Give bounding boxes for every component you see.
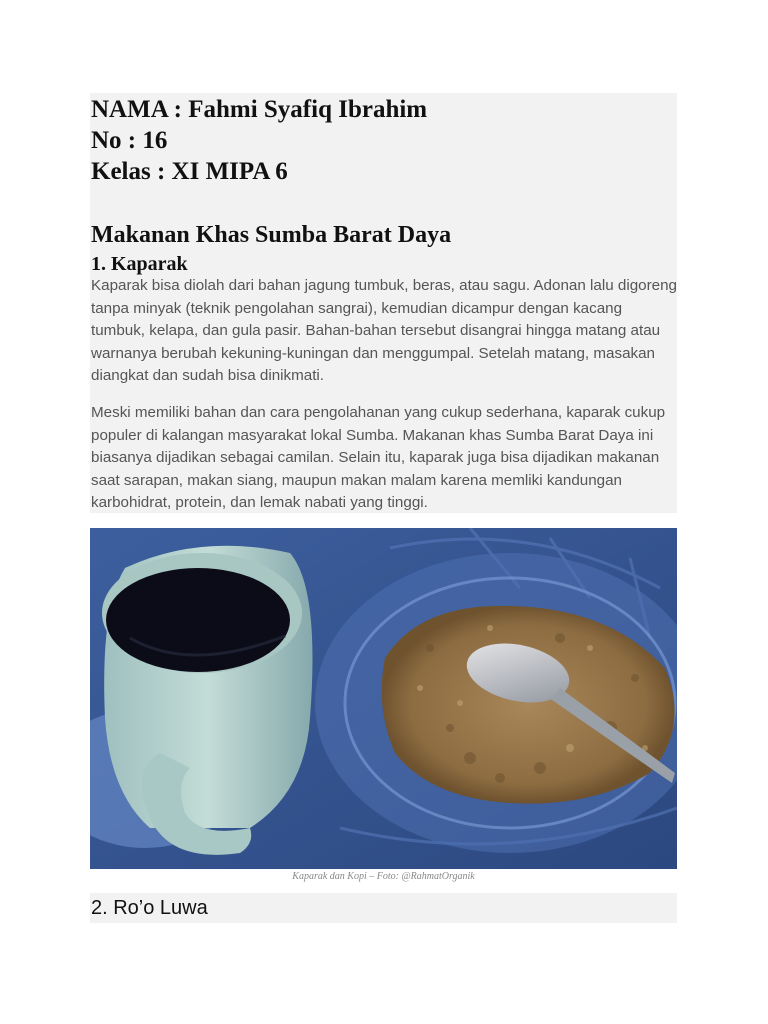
student-class: Kelas : XI MIPA 6 xyxy=(91,158,288,185)
paragraph-2: Meski memiliki bahan dan cara pengolahanan yang cukup sederhana, kaparak cukup populer di kalangan masyarakat lokal Sumba. Makanan khas Sumba Barat Daya ini biasanya dijadikan sebagai camilan. Selain itu, kaparak juga bisa dijadikan makanan saat sarapan, makan siang, maupun makan malam karena memliki kandungan karbohidrat, protein, dan lemak nabati yang tinggi. xyxy=(91,404,666,511)
paragraph-1: Kaparak bisa diolah dari bahan jagung tumbuk, beras, atau sagu. Adonan lalu digoreng tanpa minyak (teknik pengolahan sangrai), kemudian dicampur dengan kacang tumbuk, kelapa, dan gula pasir. Bahan-bahan tersebut disangrai hingga matang atau warnanya berubah kekuning-kuningan dan menggumpal. Setelah matang, masakan diangkat dan sudah bisa dinikmati. xyxy=(91,277,677,384)
student-name: NAMA : Fahmi Syafiq Ibrahim xyxy=(91,96,428,123)
kaparak-coffee-photo xyxy=(90,528,677,869)
student-number: No : 16 xyxy=(91,127,168,154)
section-heading-panel xyxy=(90,893,677,923)
section-heading-kaparak: 1. Kaparak xyxy=(91,253,188,275)
photo-caption: Kaparak dan Kopi – Foto: @RahmatOrganik xyxy=(292,871,475,882)
page-title: Makanan Khas Sumba Barat Daya xyxy=(91,222,452,248)
section-heading-roo-luwa: 2. Ro’o Luwa xyxy=(91,897,208,919)
